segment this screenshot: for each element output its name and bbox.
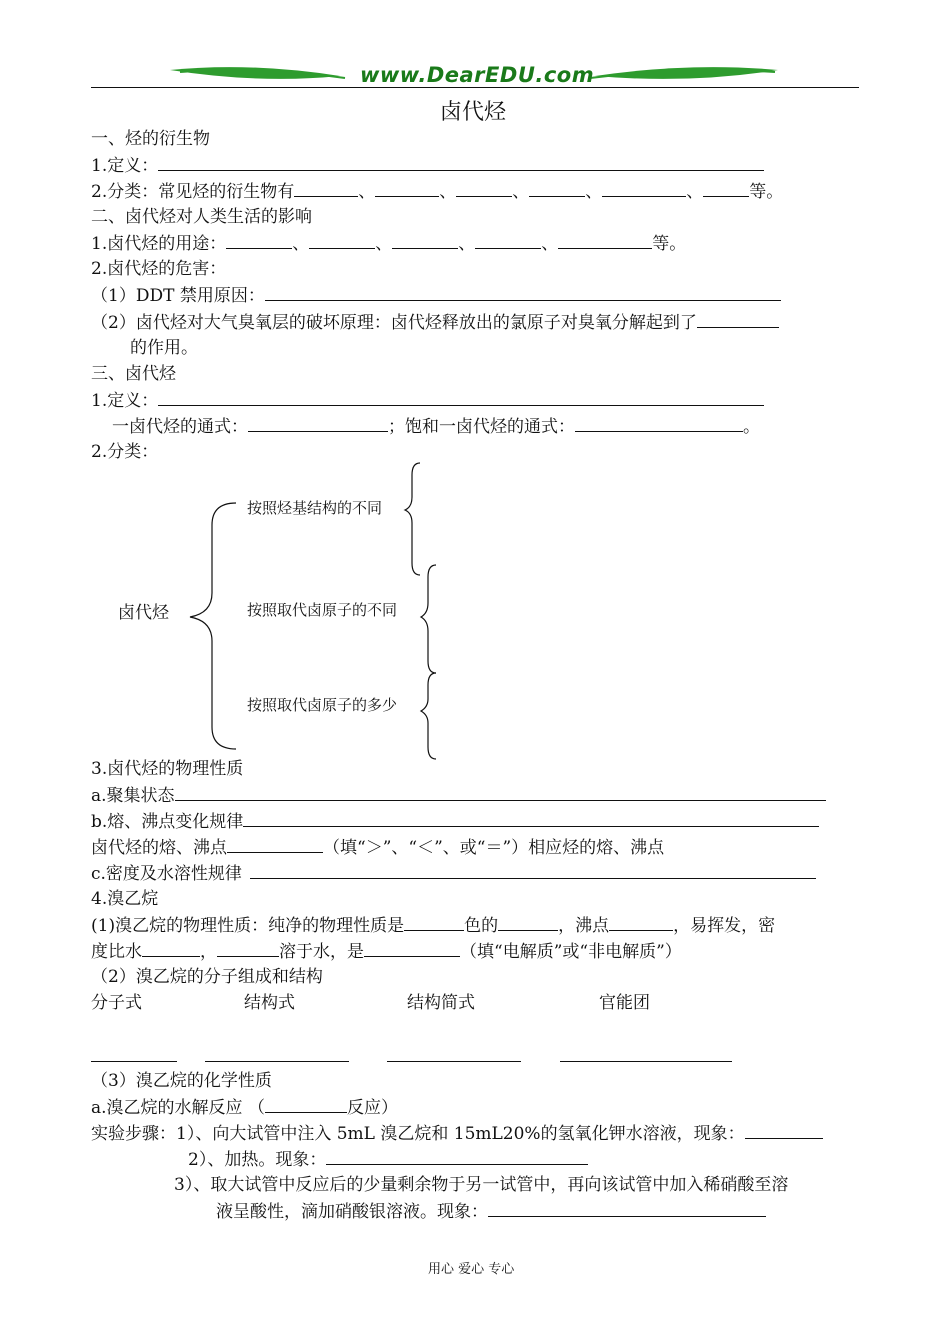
blank-field[interactable] xyxy=(265,1096,347,1113)
s3-physical-b-row: b.熔、沸点变化规律 xyxy=(91,810,819,833)
blank-field[interactable] xyxy=(602,180,686,197)
blank-field[interactable] xyxy=(697,311,779,328)
page-title: 卤代烃 xyxy=(440,100,507,125)
blank-field[interactable] xyxy=(375,180,439,197)
section-2-heading: 二、卤代烃对人类生活的影响 xyxy=(91,207,312,227)
blank-field[interactable] xyxy=(529,180,585,197)
blank-field[interactable] xyxy=(243,810,819,827)
blank-field[interactable] xyxy=(558,232,652,249)
blank-field[interactable] xyxy=(575,415,743,432)
blank-field[interactable] xyxy=(309,232,375,249)
tree-branch-1: 按照烃基结构的不同 xyxy=(247,499,383,517)
blank-field[interactable] xyxy=(265,284,781,301)
col-header-functional-group: 官能团 xyxy=(599,993,650,1013)
s4-step-3-row: 3）、取大试管中反应后的少量剩余物于另一试管中，再向该试管中加入稀硝酸至溶 xyxy=(174,1175,789,1195)
s3-definition-row: 1.定义： xyxy=(91,389,764,412)
blank-field[interactable] xyxy=(404,914,464,931)
s3-melting-point-row: 卤代烃的熔、沸点 （填“＞”、“＜”、或“＝”）相应烃的熔、沸点 xyxy=(91,838,665,858)
tree-branch-3: 按照取代卤原子的多少 xyxy=(247,696,398,714)
blank-field[interactable] xyxy=(158,154,764,171)
s3-formula-row: 一卤代烃的通式： ；饱和一卤代烃的通式： 。 xyxy=(112,417,760,437)
blank-field[interactable] xyxy=(475,232,541,249)
s4-physical-row-2: 度比水 ， 溶于水，是 （填“电解质”或“非电解质”） xyxy=(91,942,682,962)
s4-structure-heading: （2）溴乙烷的分子组成和结构 xyxy=(91,967,323,987)
s2-ozone-row: （2）卤代烃对大气臭氧层的破坏原理：卤代烃释放出的氯原子对臭氧分解起到了 xyxy=(91,311,779,334)
blank-field[interactable] xyxy=(392,232,458,249)
blank-field[interactable] xyxy=(703,180,749,197)
s1-classification-row: 2.分类：常见烃的衍生物有 、 、 、 、 、 等。 xyxy=(91,182,784,202)
blank-field[interactable] xyxy=(217,940,279,957)
tree-root-label: 卤代烃 xyxy=(118,603,169,623)
header-rule xyxy=(91,87,859,88)
branch-brace-1-icon xyxy=(405,463,420,575)
branch-brace-3-icon xyxy=(421,673,436,759)
s3-physical-a-row: a.聚集状态 xyxy=(91,784,826,807)
s3-physical-heading: 3.卤代烃的物理性质 xyxy=(91,759,244,779)
blank-field[interactable] xyxy=(609,914,673,931)
s4-physical-row-1: (1)溴乙烷的物理性质：纯净的物理性质是 色的 ，沸点 ，易挥发，密 xyxy=(91,916,776,936)
s4-step-3-row-cont: 液呈酸性，滴加硝酸银溶液。现象： xyxy=(216,1200,766,1223)
section-3-heading: 三、卤代烃 xyxy=(91,364,176,384)
blank-field[interactable] xyxy=(745,1122,823,1139)
blank-field[interactable] xyxy=(488,1200,766,1217)
col-header-condensed: 结构简式 xyxy=(407,993,475,1013)
blank-field[interactable] xyxy=(387,1061,521,1062)
s4-hydrolysis-row: a.溴乙烷的水解反应 （ 反应） xyxy=(91,1098,398,1118)
blank-field[interactable] xyxy=(326,1148,588,1165)
section-4-heading: 4.溴乙烷 xyxy=(91,889,159,909)
blank-field[interactable] xyxy=(226,232,292,249)
blank-field[interactable] xyxy=(456,180,512,197)
blank-field[interactable] xyxy=(142,940,200,957)
page-footer: 用心 爱心 专心 xyxy=(428,1262,515,1277)
s2-harm-label: 2.卤代烃的危害： xyxy=(91,259,227,279)
s2-ddt-row: （1）DDT 禁用原因： xyxy=(91,284,781,307)
col-header-formula: 分子式 xyxy=(91,993,142,1013)
blank-field[interactable] xyxy=(158,389,764,406)
blank-field[interactable] xyxy=(498,914,558,931)
blank-field[interactable] xyxy=(205,1061,349,1062)
s3-classification-label: 2.分类： xyxy=(91,442,159,462)
tree-branch-2: 按照取代卤原子的不同 xyxy=(247,601,398,619)
s4-chemical-heading: （3）溴乙烷的化学性质 xyxy=(91,1071,272,1091)
s1-definition-row: 1.定义： xyxy=(91,154,764,177)
section-1-heading: 一、烃的衍生物 xyxy=(91,129,210,149)
blank-field[interactable] xyxy=(248,415,388,432)
s3-physical-c-row: c.密度及水溶性规律 xyxy=(91,862,816,885)
blank-field[interactable] xyxy=(364,940,460,957)
blank-field[interactable] xyxy=(294,180,358,197)
right-swoosh-icon xyxy=(595,67,778,79)
blank-field[interactable] xyxy=(560,1061,732,1062)
branch-brace-2-icon xyxy=(421,565,436,673)
s2-uses-row: 1.卤代烃的用途： 、 、 、 、 等。 xyxy=(91,234,687,254)
left-swoosh-icon xyxy=(170,67,340,79)
s2-ozone-end: 的作用。 xyxy=(130,338,198,358)
s4-step-1-row: 实验步骤：1）、向大试管中注入 5mL 溴乙烷和 15mL20%的氢氧化钾水溶液，现象： xyxy=(91,1122,823,1145)
blank-field[interactable] xyxy=(175,784,826,801)
col-header-structural: 结构式 xyxy=(244,993,295,1013)
blank-field[interactable] xyxy=(250,862,816,879)
blank-field[interactable] xyxy=(91,1061,177,1062)
blank-field[interactable] xyxy=(227,836,323,853)
s4-step-2-row: 2）、加热。现象： xyxy=(188,1148,588,1171)
site-logo: www.DearEDU.com xyxy=(360,63,595,87)
main-brace-icon xyxy=(190,503,236,749)
